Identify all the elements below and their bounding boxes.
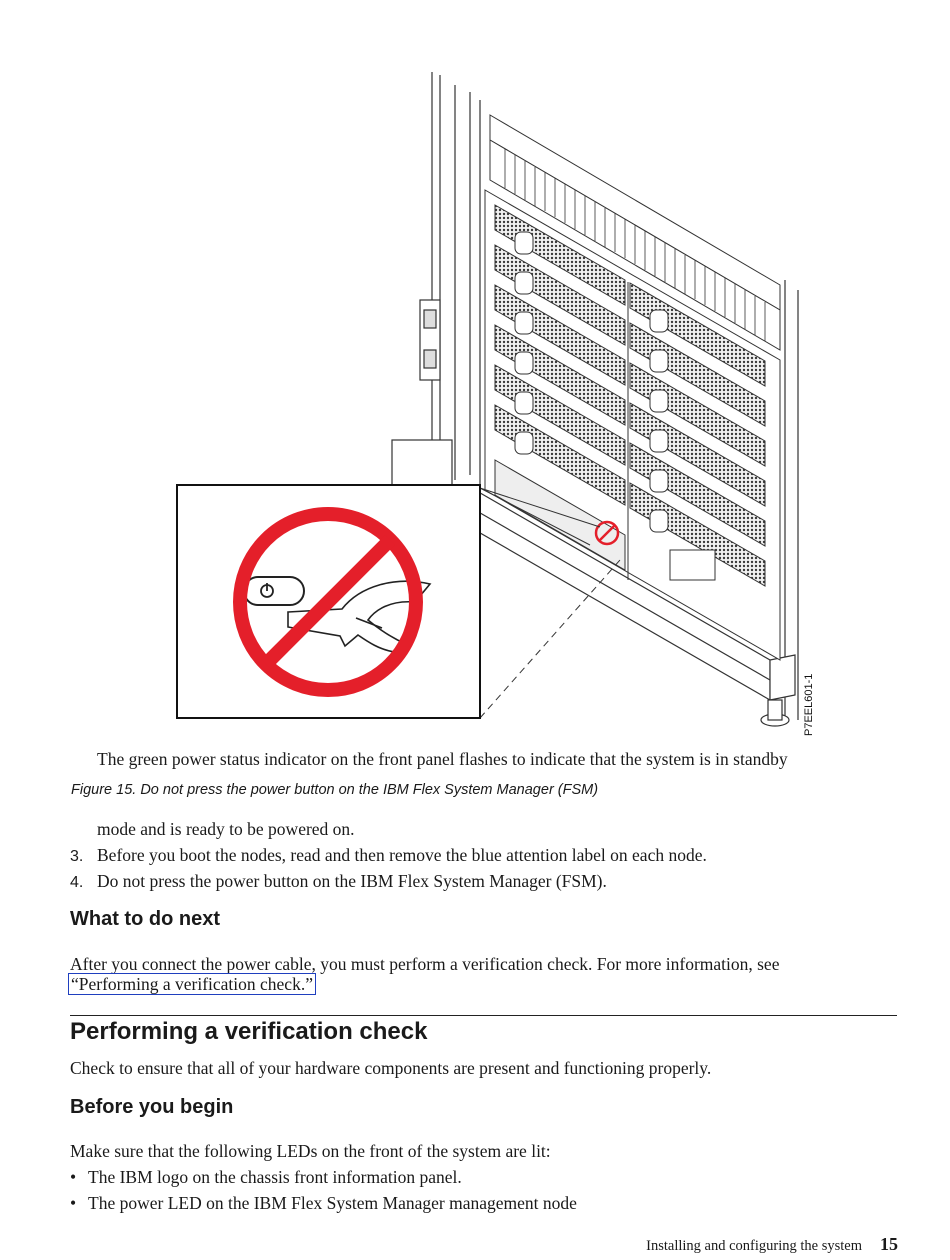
before-you-begin-heading: Before you begin [70,1096,234,1118]
what-to-do-next-heading: What to do next [70,908,220,930]
verification-intro: Check to ensure that all of your hardware components are present and functioning properly. [70,1058,712,1078]
bullet-dot: • [70,1193,77,1213]
step-4 [70,870,890,894]
step-number: 3. [70,848,84,865]
bullet-item [70,1192,910,1214]
before-you-begin-paragraph: Make sure that the following LEDs on the front of the system are lit: [70,1141,551,1161]
callout-inset [177,485,480,718]
section-rule [70,1015,897,1016]
step-text: Before you boot the nodes, read and then remove the blue attention label on each node. [97,845,707,865]
verification-check-link-line [68,973,316,995]
verification-check-link[interactable]: “Performing a verification check.” [68,973,316,995]
step-continuation: mode and is ready to be powered on. [97,819,355,839]
verification-heading: Performing a verification check [70,1018,428,1045]
page-number: 15 [880,1234,898,1254]
figure-continued-text: The green power status indicator on the front panel flashes to indicate that the system is in standby [97,749,788,769]
bullet-text: The power LED on the IBM Flex System Manager management node [88,1193,577,1213]
what-to-do-next-paragraph: After you connect the power cable, you must perform a verification check. For more information, see [70,954,780,974]
figure-id-label: P7EEL601-1 [803,673,815,736]
step-text: Do not press the power button on the IBM Flex System Manager (FSM). [97,871,607,891]
step-number: 4. [70,874,84,891]
footer-section-title: Installing and configuring the system [646,1238,862,1254]
figure-caption: Figure 15. Do not press the power button on the IBM Flex System Manager (FSM) [71,782,599,798]
page-footer [560,1234,898,1255]
power-button-icon [244,577,304,605]
figure-15 [170,60,850,740]
chassis-illustration [170,60,850,740]
bullet-text: The IBM logo on the chassis front information panel. [88,1167,462,1187]
bullet-dot: • [70,1167,77,1187]
bullet-item [70,1166,910,1188]
step-3 [70,844,890,868]
